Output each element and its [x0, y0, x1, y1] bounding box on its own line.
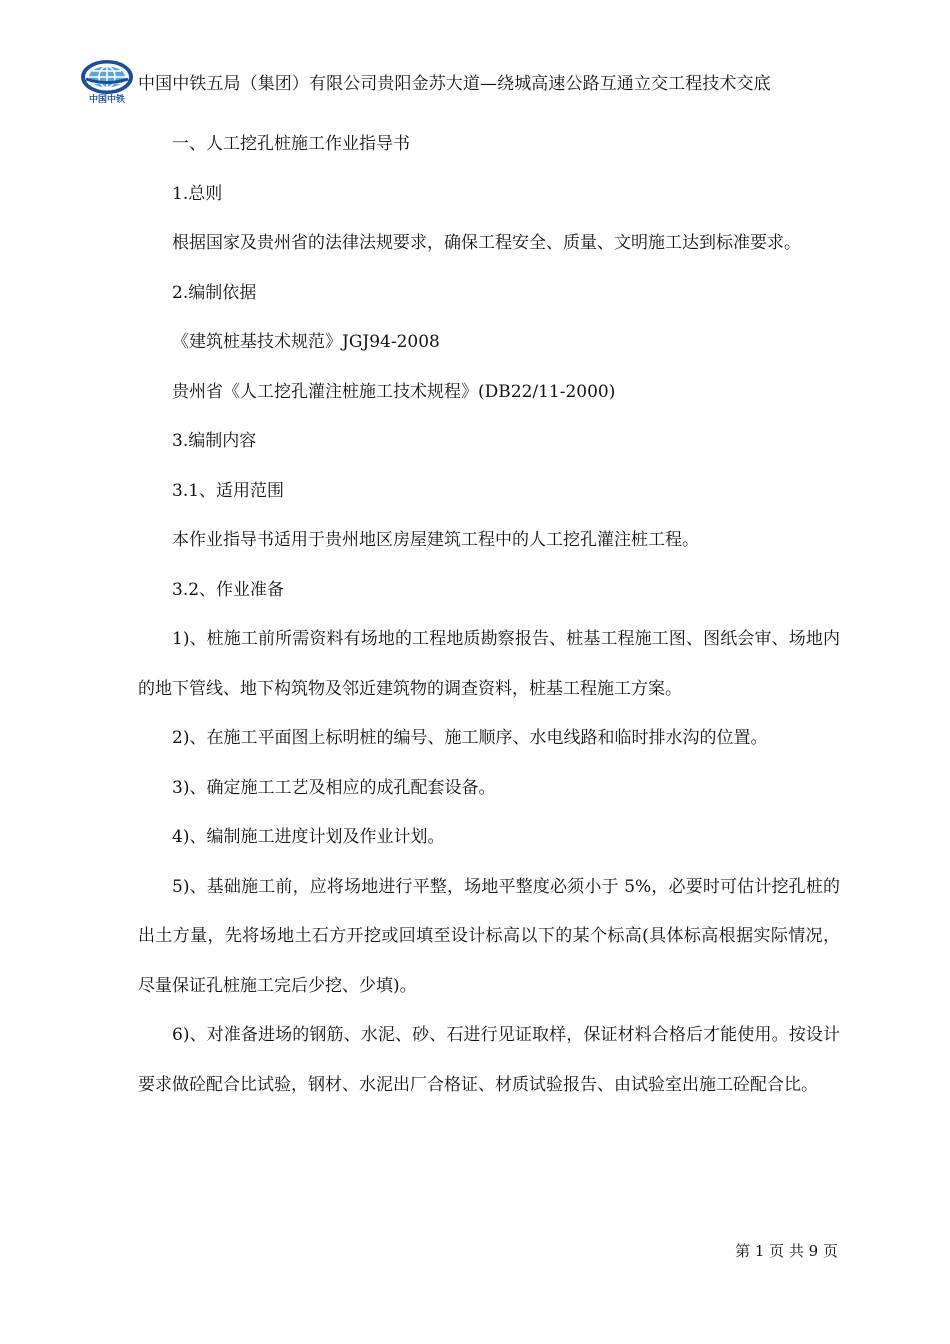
logo-text: 中国中铁 [88, 95, 125, 105]
paragraph: 3)、确定施工工艺及相应的成孔配套设备。 [172, 777, 496, 798]
paragraph: 贵州省《人工挖孔灌注桩施工技术规程》(DB22/11-2000) [172, 381, 616, 402]
globe-icon [78, 58, 136, 98]
china-railway-logo-icon [78, 58, 136, 106]
paragraph: 《建筑桩基技术规范》JGJ94-2008 [172, 332, 440, 352]
paragraph: 3.1、适用范围 [172, 480, 285, 501]
paragraph: 2)、在施工平面图上标明桩的编号、施工顺序、水电线路和临时排水沟的位置。 [172, 728, 768, 748]
page-header [78, 58, 848, 106]
paragraph: 4)、编制施工进度计划及作业计划。 [172, 827, 445, 847]
paragraph: 2.编制依据 [172, 282, 257, 303]
paragraph: 一、人工挖孔桩施工作业指导书 [172, 134, 410, 154]
paragraph: 1.总则 [172, 183, 223, 204]
paragraph: 本作业指导书适用于贵州地区房屋建筑工程中的人工挖孔灌注桩工程。 [172, 530, 699, 550]
document-body [138, 120, 840, 1110]
paragraph: 根据国家及贵州省的法律法规要求，确保工程安全、质量、文明施工达到标准要求。 [172, 233, 801, 253]
page-number: 第 1 页 共 9 页 [735, 1242, 838, 1260]
paragraph: 6)、对准备进场的钢筋、水泥、砂、石进行见证取样，保证材料合格后才能使用。按设计要求做砼配合比试验，钢材、水泥出厂合格证、材质试验报告、由试验室出施工砼配合比。 [138, 1025, 840, 1095]
paragraph: 3.编制内容 [172, 431, 257, 451]
paragraph: 1)、桩施工前所需资料有场地的工程地质勘察报告、桩基工程施工图、图纸会审、场地内的地下管线、地下构筑物及邻近建筑物的调查资料，桩基工程施工方案。 [138, 629, 840, 699]
header-title: 中国中铁五局（集团）有限公司贵阳金苏大道—绕城高速公路互通立交工程技术交底 [138, 74, 771, 94]
paragraph: 3.2、作业准备 [172, 579, 285, 600]
paragraph: 5)、基础施工前，应将场地进行平整，场地平整度必须小于 5%，必要时可估计挖孔桩的出土方量，先将场地土石方开挖或回填至设计标高以下的某个标高(具体标高根据实际情况，尽量保证孔桩施工完后少挖、少填)。 [138, 876, 840, 996]
